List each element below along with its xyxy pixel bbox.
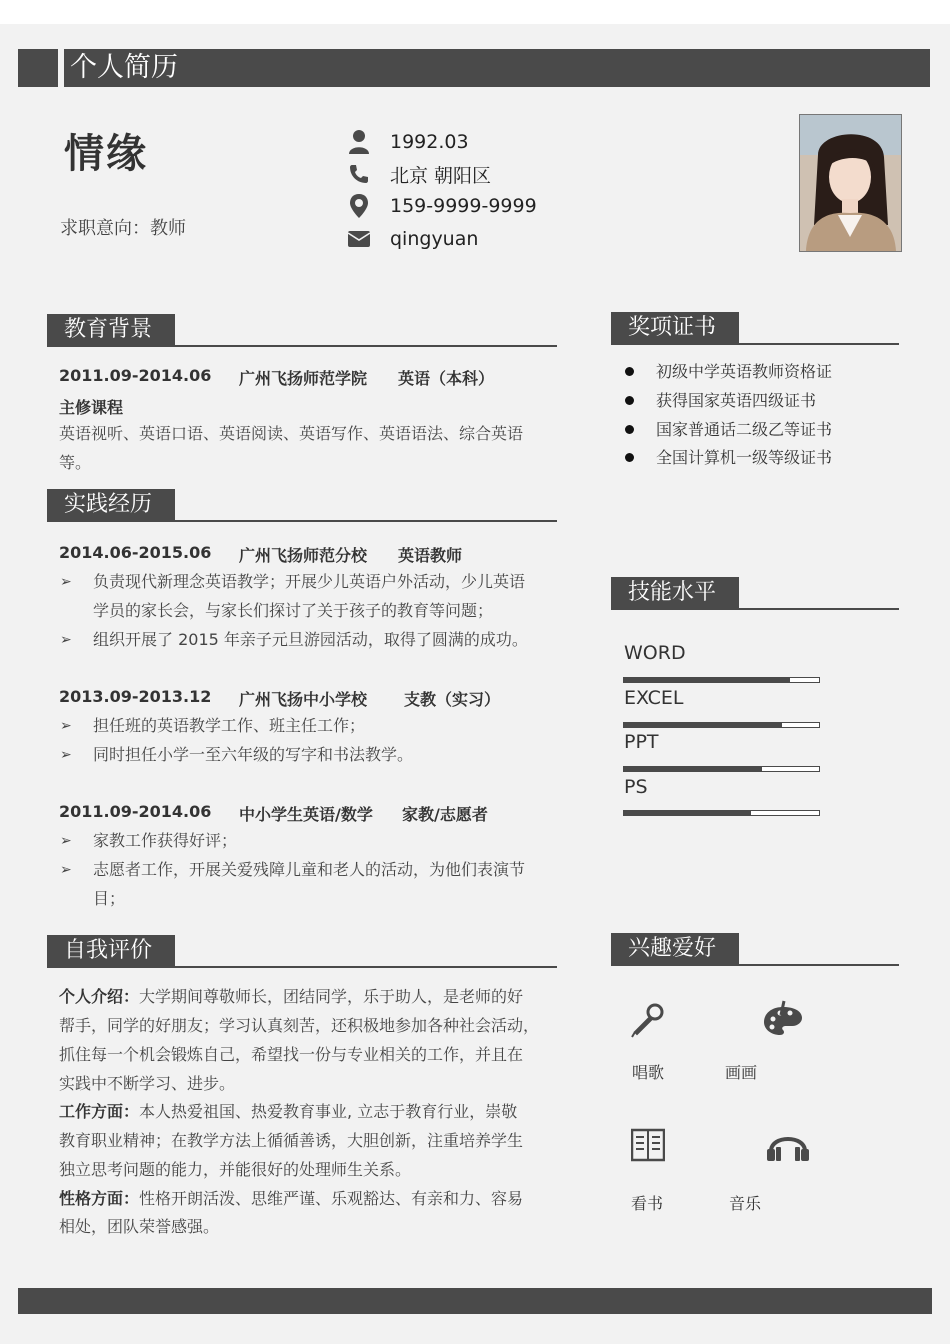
self-eval-text: 性格开朗活泼、思维严谨、乐观豁达、有亲和力、容易 (139, 1189, 524, 1208)
palette-icon (762, 999, 804, 1043)
award-item: 获得国家英语四级证书 (656, 391, 817, 410)
awards-title: 奖项证书 (611, 312, 739, 344)
job-intent: 求职意向：教师 (60, 218, 186, 239)
birth-date: 1992.03 (390, 131, 469, 153)
self-eval-line: 抓住每一个机会锻炼自己，希望找一份与专业相关的工作，并且在 (59, 1045, 524, 1064)
awards-divider (611, 343, 899, 345)
practice-desc: 学员的家长会，与家长们探讨了关于孩子的教育等问题； (93, 601, 494, 620)
practice-org: 中小学生英语/数学 (239, 805, 373, 824)
title-bar (64, 49, 930, 87)
phone-icon (346, 161, 372, 187)
practice-role: 英语教师 (398, 546, 463, 565)
practice-desc: 负责现代新理念英语教学；开展少儿英语户外活动，少儿英语 (93, 572, 526, 591)
skills-title: 技能水平 (611, 577, 739, 609)
self-eval-line: 独立思考问题的能力，并能很好的处理师生关系。 (59, 1160, 412, 1179)
book-icon (631, 1127, 665, 1167)
education-school: 广州飞扬师范学院 (239, 369, 368, 388)
arrow-bullet-icon: ➢ (60, 632, 72, 648)
page-title: 个人简历 (70, 52, 178, 83)
practice-desc: 志愿者工作，开展关爱残障儿童和老人的活动，为他们表演节 (93, 860, 526, 879)
skill-name: PS (624, 776, 648, 798)
practice-title: 实践经历 (47, 489, 175, 521)
self-eval-line (59, 982, 523, 1011)
bullet-dot-icon (625, 453, 634, 462)
hobbies-title: 兴趣爱好 (611, 933, 739, 965)
courses-label: 主修课程 (59, 398, 124, 417)
profile-photo (799, 114, 902, 252)
hobby-label: 唱歌 (632, 1063, 665, 1082)
education-divider (47, 345, 557, 347)
skill-name: PPT (624, 731, 659, 753)
bullet-dot-icon (625, 425, 634, 434)
hobby-label: 音乐 (729, 1194, 762, 1213)
skill-name: WORD (624, 642, 686, 664)
email: qingyuan (390, 228, 479, 250)
skill-bar (623, 722, 820, 728)
skill-fill (624, 767, 762, 771)
location-row (346, 159, 492, 189)
self-eval-line: 帮手，同学的好朋友；学习认真刻苦，还积极地参加各种社会活动， (59, 1016, 540, 1035)
practice-org: 广州飞扬师范分校 (239, 546, 368, 565)
candidate-name: 情缘 (64, 131, 148, 177)
skill-bar (623, 766, 820, 772)
skill-fill (624, 811, 751, 815)
self-eval-text: 大学期间尊敬师长，团结同学，乐于助人，是老师的好 (139, 987, 524, 1006)
skill-bar (623, 810, 820, 816)
skills-divider (611, 608, 899, 610)
microphone-icon (629, 1001, 667, 1043)
hobbies-header (611, 933, 899, 967)
practice-desc: 担任班的英语教学工作、班主任工作； (93, 716, 366, 735)
education-major: 英语（本科） (398, 369, 495, 388)
self-eval-line (59, 1184, 523, 1213)
practice-header (47, 489, 557, 523)
courses-line: 英语视听、英语口语、英语阅读、英语写作、英语语法、综合英语 (59, 424, 524, 443)
award-item: 全国计算机一级等级证书 (656, 448, 833, 467)
practice-role: 家教/志愿者 (402, 805, 488, 824)
arrow-bullet-icon: ➢ (60, 833, 72, 849)
education-title: 教育背景 (47, 314, 175, 346)
arrow-bullet-icon: ➢ (60, 747, 72, 763)
education-period: 2011.09-2014.06 (59, 366, 212, 385)
skill-name: EXCEL (624, 687, 684, 709)
email-row (346, 224, 479, 254)
practice-period: 2014.06-2015.06 (59, 543, 212, 562)
hobbies-divider (611, 964, 899, 966)
arrow-bullet-icon: ➢ (60, 718, 72, 734)
location: 北京 朝阳区 (390, 164, 492, 187)
practice-divider (47, 520, 557, 522)
award-item: 国家普通话二级乙等证书 (656, 420, 833, 439)
practice-org: 广州飞扬中小学校 (239, 690, 368, 709)
arrow-bullet-icon: ➢ (60, 574, 72, 590)
bullet-dot-icon (625, 367, 634, 376)
awards-header (611, 312, 899, 346)
practice-desc: 同时担任小学一至六年级的写字和书法教学。 (93, 745, 414, 764)
education-header (47, 314, 557, 348)
practice-desc: 家教工作获得好评； (93, 831, 238, 850)
location-pin-icon (346, 193, 372, 219)
self-eval-line: 教育职业精神；在教学方法上循循善诱，大胆创新，注重培养学生 (59, 1131, 524, 1150)
skill-fill (624, 678, 790, 682)
practice-period: 2013.09-2013.12 (59, 687, 212, 706)
award-item: 初级中学英语教师资格证 (656, 362, 833, 381)
skills-header (611, 577, 899, 611)
practice-period: 2011.09-2014.06 (59, 802, 212, 821)
courses-line: 等。 (59, 453, 92, 472)
self-eval-line (59, 1097, 517, 1126)
practice-role: 支教（实习） (404, 690, 501, 709)
self-eval-label: 个人介绍： (59, 987, 140, 1006)
self-eval-line: 相处，团队荣誉感强。 (59, 1217, 220, 1236)
self-eval-label: 性格方面： (59, 1189, 140, 1208)
self-eval-text: 本人热爱祖国、热爱教育事业, 立志于教育行业，崇敬 (139, 1102, 518, 1121)
self-eval-line: 实践中不断学习、进步。 (59, 1074, 236, 1093)
skill-fill (624, 723, 782, 727)
phone-row (346, 191, 537, 221)
footer-bar (18, 1288, 932, 1314)
self-eval-divider (47, 966, 557, 968)
self-eval-title: 自我评价 (47, 935, 175, 967)
practice-desc: 目； (93, 889, 126, 908)
self-eval-label: 工作方面： (59, 1102, 140, 1121)
practice-desc: 组织开展了 2015 年亲子元旦游园活动，取得了圆满的成功。 (93, 630, 528, 649)
hobby-label: 看书 (631, 1194, 664, 1213)
arrow-bullet-icon: ➢ (60, 862, 72, 878)
phone-number: 159-9999-9999 (390, 195, 537, 217)
person-icon (346, 129, 372, 155)
birth-row (346, 127, 469, 157)
top-margin (0, 0, 950, 24)
headphones-icon (765, 1125, 811, 1167)
bullet-dot-icon (625, 396, 634, 405)
self-eval-header (47, 935, 557, 969)
title-bar-accent (18, 49, 58, 87)
envelope-icon (346, 226, 372, 252)
hobby-label: 画画 (725, 1063, 758, 1082)
skill-bar (623, 677, 820, 683)
